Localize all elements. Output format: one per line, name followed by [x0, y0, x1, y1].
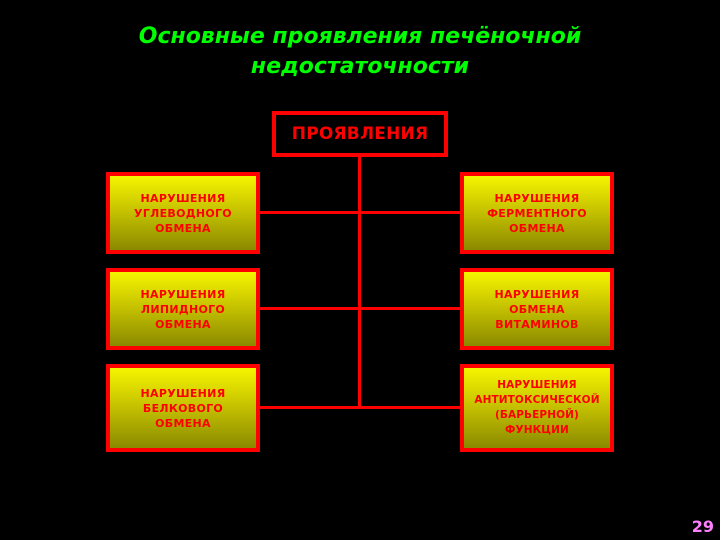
node-label-line: НАРУШЕНИЯ — [494, 287, 580, 301]
node-label-line: ЛИПИДНОГО — [140, 302, 226, 316]
slide-page-number: 29 — [691, 517, 714, 536]
node-label-line: ОБМЕНА — [509, 221, 565, 235]
node-label-line: НАРУШЕНИЯ — [497, 379, 577, 391]
node-label-line: (БАРЬЕРНОЙ) — [495, 409, 579, 421]
node-label — [487, 191, 587, 236]
node-label-line: НАРУШЕНИЯ — [140, 386, 226, 400]
connector-row-1 — [258, 211, 462, 214]
root-node: ПРОЯВЛЕНИЯ — [272, 111, 448, 157]
node-label-line: НАРУШЕНИЯ — [140, 287, 226, 301]
node-label-line: АНТИТОКСИЧЕСКОЙ — [474, 394, 600, 406]
node-label-line: НАРУШЕНИЯ — [140, 191, 226, 205]
node-label-line: ОБМЕНА — [155, 317, 211, 331]
slide-title — [0, 22, 720, 82]
node-antitoxic-function — [460, 364, 614, 452]
node-label — [134, 191, 232, 236]
node-label — [474, 378, 599, 438]
node-label-line: ФЕРМЕНТНОГО — [487, 206, 587, 220]
node-label-line: ВИТАМИНОВ — [495, 317, 579, 331]
node-enzyme-metabolism — [460, 172, 614, 254]
node-label-line: БЕЛКОВОГО — [142, 401, 224, 415]
node-label-line: НАРУШЕНИЯ — [494, 191, 580, 205]
slide-title-line-2: недостаточности — [250, 54, 470, 79]
node-lipid-metabolism — [106, 268, 260, 350]
node-label — [141, 287, 226, 332]
node-label-line: ФУНКЦИИ — [505, 424, 569, 436]
node-protein-metabolism — [106, 364, 260, 452]
trunk-connector — [358, 157, 361, 409]
node-label-line: ОБМЕНА — [155, 221, 211, 235]
node-label-line: ОБМЕНА — [509, 302, 565, 316]
node-label-line: УГЛЕВОДНОГО — [134, 206, 232, 220]
slide-title-line-1: Основные проявления печёночной — [138, 24, 582, 49]
connector-row-2 — [258, 307, 462, 310]
node-label-line: ОБМЕНА — [155, 416, 211, 430]
node-label — [141, 386, 226, 431]
connector-row-3 — [258, 406, 462, 409]
node-vitamin-metabolism — [460, 268, 614, 350]
node-carbohydrate-metabolism — [106, 172, 260, 254]
node-label — [495, 287, 580, 332]
